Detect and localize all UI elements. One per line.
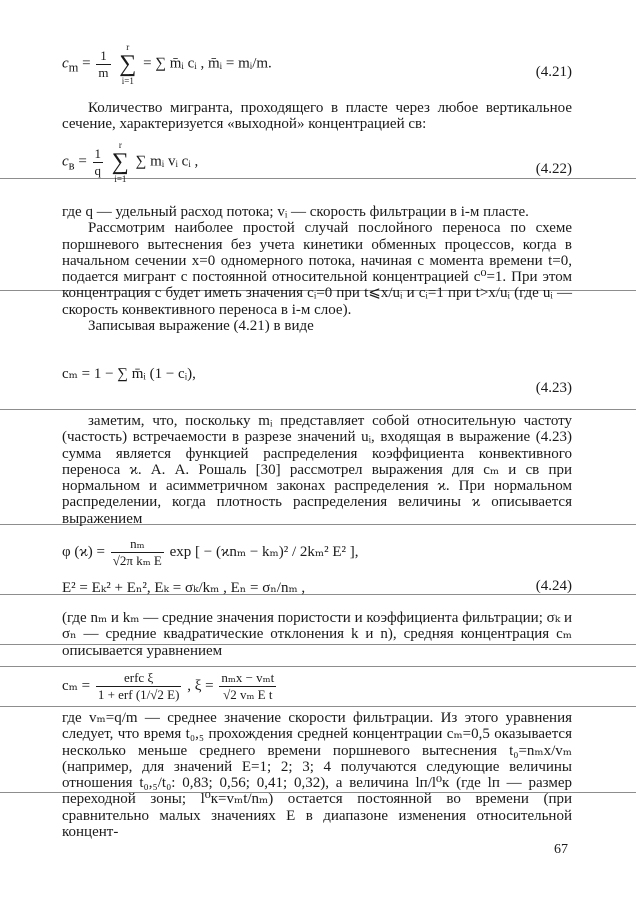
equation-number: (4.23): [535, 380, 572, 396]
equation-4-24b: E² = Eₖ² + Eₙ², Eₖ = σₖ/kₘ , Eₙ = σₙ/nₘ ,: [62, 580, 306, 596]
equation-4-24a: φ (ϰ) = $\frac{\text{nₘ}}{\text{√2π kₘ E}}$ exp [ − (ϰnₘ − kₘ)² / 2kₘ² E² ],: [62, 536, 359, 568]
paragraph: Количество мигранта, проходящего в пласте через любое вертикальное сечение, характеризуется «выходной» концентрацией cв:: [62, 100, 572, 133]
equation-4-23: cₘ = 1 − ∑ m̄ᵢ (1 − cᵢ),: [62, 366, 196, 382]
paragraph: где vₘ=q/m — среднее значение скорости фильтрации. Из этого уравнения следует, что время t₀,₅ прохождения средней концентрации cₘ=0,5 оказывается несколько меньше среднего времени поршневого вытеснения t₀=nₘx/vₘ (например, для значений E=1; 2; 3; 4 получаются следующие величины отношения t₀,₅/t₀: 0,83; 0,56; 0,41; 0,32), а величина lп/l⁰к (где lп — размер переходной зоны; l⁰к=vₘt/nₘ) остается постоянной во времени (при сравнительно малых значениях E в диапазоне изменения относительной концент-: [62, 710, 572, 841]
equation-4-21: $c_m$ = $\frac{1}{m}$ r ∑ i=1 = ∑ m̄ᵢ cᵢ , m̄ᵢ = mᵢ/m.: [62, 42, 272, 86]
paragraph: заметим, что, поскольку mᵢ представляет собой относительную частоту (частость) встречаемости в разрезе значений uᵢ, входящая в выражение (4.23) сумма является функцией распределения коэффициента конвективного переноса ϰ. А. А. Рошаль [30] рассмотрел выражения для cₘ и cв при нормальном и асимметричном законах распределения ϰ. При нормальном распределении, когда плотность распределения величины ϰ описывается выражением: [62, 413, 572, 527]
equation-number: (4.21): [535, 64, 572, 80]
page-number: 67: [554, 842, 568, 857]
equation-number: (4.24): [535, 578, 572, 594]
paragraph: где q — удельный расход потока; vᵢ — скорость фильтрации в i-м пласте. Рассмотрим наиболее простой случай послойного переноса по схеме поршневого вытеснения без учета кинетики обменных процессов, когда в начальном сечении x=0 одномерного потока, начиная с момента времени t=0, подается мигрант с постоянной относительной концентрацией c⁰=1. При этом концентрация c будет иметь значения cᵢ=0 при t⩽x/uᵢ и cᵢ=1 при t>x/uᵢ (где uᵢ — скорость конвективного переноса в i-м слое). Записывая выражение (4.21) в виде: [62, 204, 572, 335]
equation-number: (4.22): [535, 161, 572, 177]
paragraph: (где nₘ и kₘ — средние значения пористости и коэффициента фильтрации; σₖ и σₙ — средние квадратические отклонения k и n), средняя концентрация cₘ описывается уравнением: [62, 610, 572, 659]
rule-line: [0, 706, 636, 707]
equation-4-22: $c_в$ = $\frac{1}{q}$ r ∑ i=1 ∑ mᵢ vᵢ cᵢ ,: [62, 140, 199, 184]
rule-line: [0, 409, 636, 410]
rule-line: [0, 666, 636, 667]
equation-cm-erfc: cₘ = $\frac{\text{erfc ξ}}{\text{1 + erf (1/√2 E)}}$ , ξ = $\frac{\text{nₘx − vₘt}}{\text{√2 vₘ E t}}$: [62, 670, 275, 702]
